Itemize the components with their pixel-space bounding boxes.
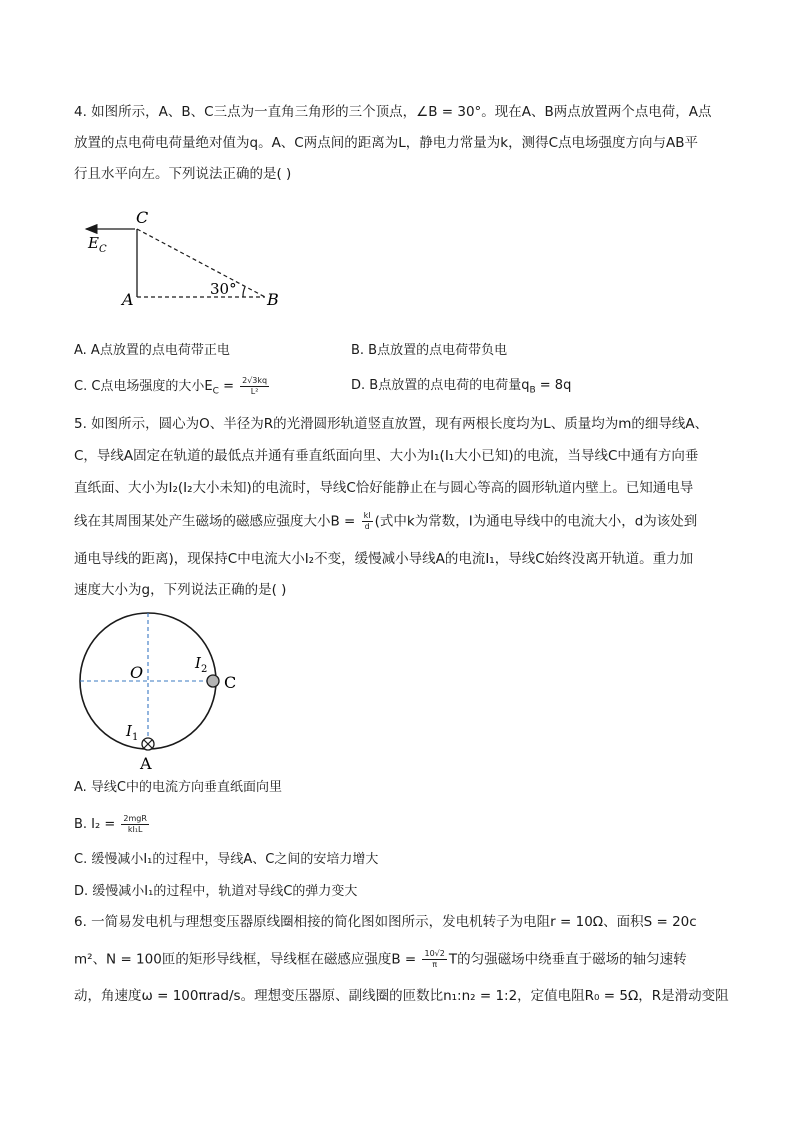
fraction-denominator: L² — [250, 387, 259, 396]
q4-triangle-figure — [80, 202, 300, 312]
angle-label: 30° — [210, 280, 237, 298]
q5-stem-line-6: 速度大小为g，下列说法正确的是( ) — [74, 582, 287, 598]
angle-arc — [243, 287, 245, 297]
fraction-denominator: kI₁L — [127, 825, 143, 834]
q6-stem-line-2 — [74, 949, 687, 970]
conductor-c — [207, 675, 219, 687]
q6-stem-line-3: 动，角速度ω = 100πrad/s。理想变压器原、副线圈的匝数比n₁:n₂ = 1:2，定值电阻R₀ = 5Ω，R是滑动变阻 — [74, 988, 729, 1004]
q5-option-a[interactable]: A. 导线C中的电流方向垂直纸面向里 — [74, 780, 283, 795]
q4-stem-line-3: 行且水平向左。下列说法正确的是( ) — [74, 166, 292, 182]
q5-option-c[interactable]: C. 缓慢减小I₁的过程中，导线A、C之间的安培力增大 — [74, 852, 379, 867]
q5-line4-post: (式中k为常数，I为通电导线中的电流大小，d为该处到 — [374, 513, 698, 530]
center-label-O: O — [130, 663, 144, 682]
q5-stem-line-5: 通电导线的距离)，现保持C中电流大小I₂不变，缓慢减小导线A的电流I₁，导线C始终没离开轨道。重力加 — [74, 551, 694, 567]
q5-line4-fraction — [362, 511, 373, 532]
fraction-denominator: d — [364, 522, 370, 531]
q4-option-c-fraction — [240, 376, 269, 397]
current-label-I2: I — [195, 654, 201, 672]
field-label-E: E — [88, 234, 99, 252]
current-label-I2-sub: 2 — [201, 664, 208, 675]
vertex-label-B: B — [267, 290, 279, 309]
current-label-I1-sub: 1 — [132, 732, 139, 743]
q5-line4-pre: 线在其周围某处产生磁场的磁感应强度大小B = — [74, 513, 360, 530]
q5-stem-line-4 — [74, 511, 697, 532]
field-label-E-sub: C — [99, 244, 107, 255]
q4-option-b[interactable]: B. B点放置的点电荷带负电 — [351, 343, 508, 358]
q4-option-c-eq: = — [218, 379, 239, 394]
q6-line2-fraction — [422, 949, 446, 970]
point-label-C: C — [224, 673, 237, 692]
q5-circle-track-figure — [74, 612, 254, 774]
q5-stem-line-2: C，导线A固定在轨道的最低点并通有垂直纸面向里、大小为I₁(I₁大小已知)的电流，当导线C中通有方向垂 — [74, 448, 699, 464]
fraction-numerator: kI — [363, 511, 371, 520]
fraction-numerator: 2mgR — [123, 814, 147, 823]
vertex-label-C: C — [136, 208, 149, 227]
q5-option-b-text: B. I₂ = — [74, 817, 120, 832]
q4-stem-line-1: 4. 如图所示，A、B、C三点为一直角三角形的三个顶点，∠B = 30°。现在A、B两点放置两个点电荷，A点 — [74, 104, 712, 120]
point-label-A: A — [140, 754, 152, 773]
q4-option-c-text: C. C点电场强度的大小E — [74, 379, 213, 394]
fraction-numerator: 10√2 — [424, 949, 445, 958]
q5-option-b-fraction — [121, 814, 149, 835]
q4-option-d-text: D. B点放置的点电荷的电荷量q — [351, 378, 530, 393]
q4-option-c[interactable] — [74, 376, 271, 402]
q6-line2-post: T的匀强磁场中绕垂直于磁场的轴匀速转 — [448, 951, 687, 968]
q4-stem-line-2: 放置的点电荷电荷量绝对值为q。A、C两点间的距离为L，静电力常量为k，测得C点电场强度方向与AB平 — [74, 135, 698, 151]
q5-stem-line-1: 5. 如图所示，圆心为O、半径为R的光滑圆形轨道竖直放置，现有两根长度均为L、质量均为m的细导线A、 — [74, 416, 709, 432]
fraction-denominator: π — [432, 960, 438, 969]
vertex-label-A: A — [122, 290, 134, 309]
q4-option-d-sub: B — [529, 385, 536, 396]
q4-option-d-post: = 8q — [535, 378, 572, 393]
q4-option-d[interactable] — [351, 376, 571, 401]
q5-option-b[interactable] — [74, 814, 151, 835]
q5-stem-line-3: 直纸面、大小为I₂(I₂大小未知)的电流时，导线C恰好能静止在与圆心等高的圆形轨道内壁上。已知通电导 — [74, 480, 694, 496]
q6-stem-line-1: 6. 一简易发电机与理想变压器原线圈相接的简化图如图所示，发电机转子为电阻r = 10Ω、面积S = 20c — [74, 914, 697, 930]
q4-option-c-sub: C — [212, 386, 219, 397]
segment-CB — [137, 229, 265, 297]
q6-line2-pre: m²、N = 100匝的矩形导线框，导线框在磁感应强度B = — [74, 951, 421, 968]
q4-option-a[interactable]: A. A点放置的点电荷带正电 — [74, 343, 230, 358]
current-label-I1: I — [126, 722, 132, 740]
fraction-numerator: 2√3kq — [242, 376, 268, 385]
q5-option-d[interactable]: D. 缓慢减小I₁的过程中，轨道对导线C的弹力变大 — [74, 884, 358, 899]
